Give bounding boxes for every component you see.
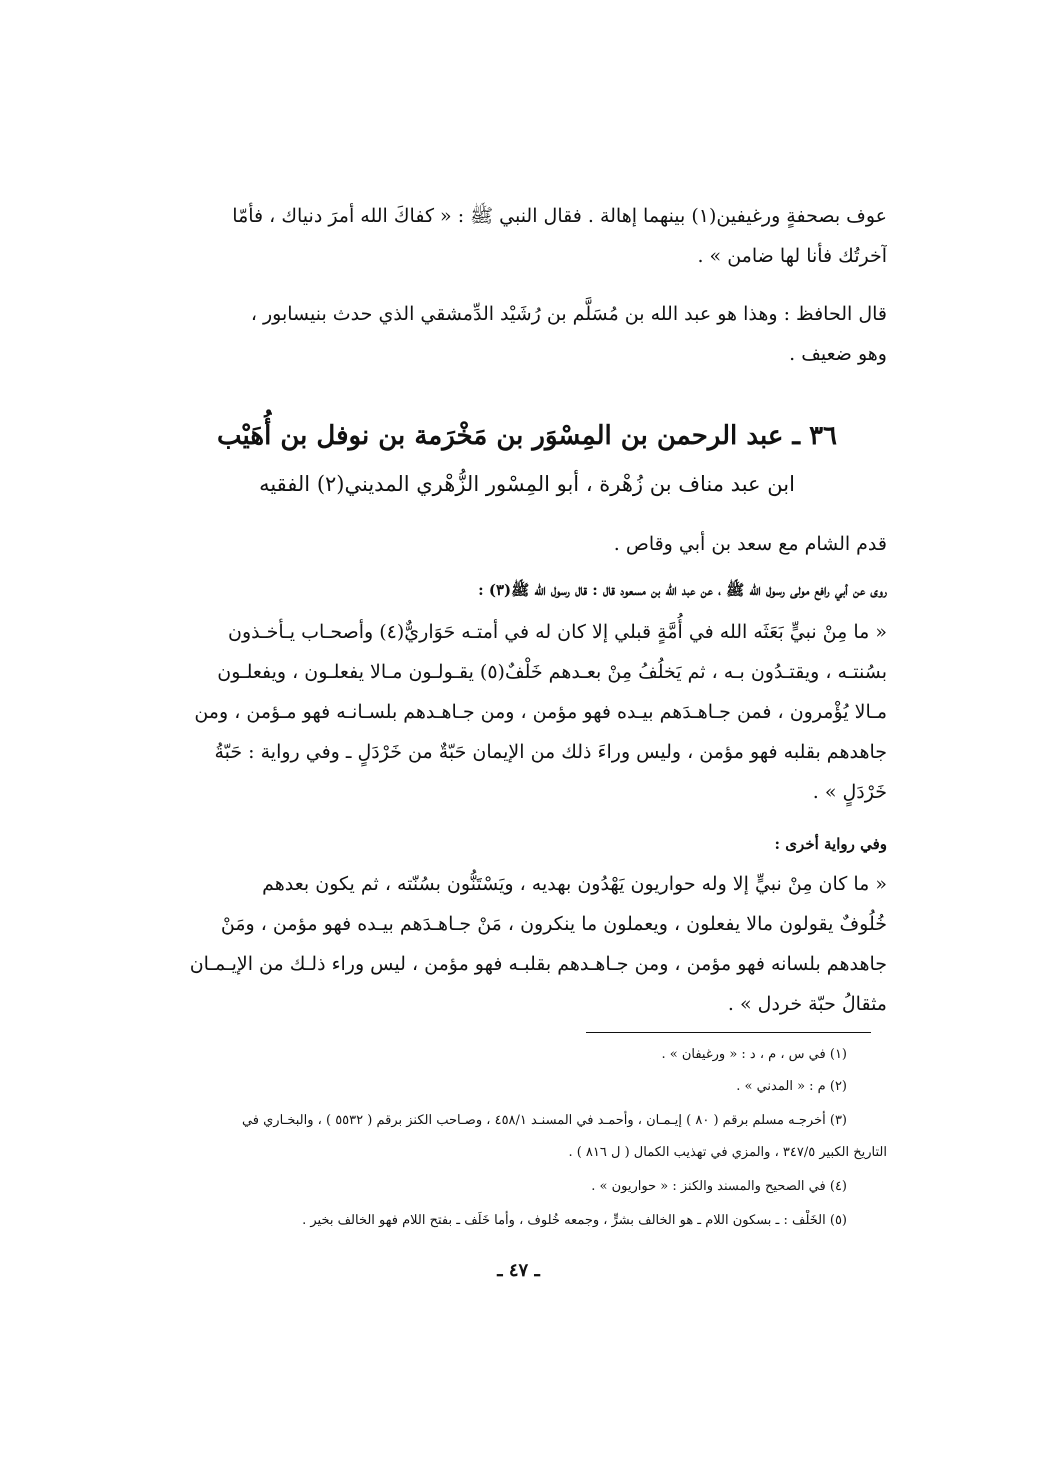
riwaya-line-4: مثقالُ حبّة خردل » .	[727, 993, 887, 1015]
intro-line-1: عوف بصحفةٍ ورغيفين(١) بينهما إهالة . فقال النبي ﷺ : « كفاكَ الله أمرَ دنياك ، فأمّا	[232, 205, 887, 227]
entry-subtitle: ابن عبد مناف بن زُهْرة ، أبو المِسْور الزُّهْري المديني(٢) الفقيه	[259, 472, 795, 496]
footnote-1: (١) في س ، م ، د : « ورغيفان » .	[661, 1047, 847, 1062]
footnote-4: (٤) في الصحيح والمسند والكنز : « حواريون » .	[591, 1179, 847, 1194]
hadith-line-1: « ما مِنْ نبيٍّ بَعَثَه الله في أُمَّةٍ قبلي إلا كان له في أمتـه حَوَاريٌّ(٤) وأصحـاب يـأخـذون	[228, 621, 887, 643]
page-number: ـ ٤٧ ـ	[497, 1260, 540, 1281]
other-riwaya-label: وفي رواية أخرى :	[774, 835, 887, 853]
entry-intro: قدم الشام مع سعد بن أبي وقاص .	[613, 533, 887, 555]
footnote-5: (٥) الخَلْف : ـ بسكون اللام ـ هو الخالف بشرٍّ ، وجمعه خُلوف ، وأما خَلَف ـ بفتح اللام فهو الخالف بخير .	[302, 1213, 847, 1228]
isnad-line: روى عن أبي رافع مولى رسول الله ﷺ ، عن عبد الله بن مسعود قال : قال رسول الله ﷺ(٣) :	[478, 581, 887, 599]
hadith-line-2: بسُنتـه ، ويقتـدُون بـه ، ثم يَخلُفُ مِنْ بعـدهم خَلْفٌ(٥) يقـولـون مـالا يفعلـون ، ويفعلـون	[217, 661, 887, 683]
riwaya-line-3: جاهدهم بلسانه فهو مؤمن ، ومن جـاهـدهم بقلبـه فهو مؤمن ، ليس وراء ذلـك من الإيـمـان	[189, 953, 887, 975]
hadith-line-3: مـالا يُؤْمرون ، فمن جـاهـدَهم بيـده فهو مؤمن ، ومن جـاهـدهم بلسـانـه فهو مـؤمن ، ومن	[194, 701, 887, 723]
hafiz-line-1: قال الحافظ : وهذا هو عبد الله بن مُسَلَّم بن رُشَيْد الدِّمشقي الذي حدث بنيسابور ،	[250, 303, 887, 325]
hadith-line-5: خَرْدَلٍ » .	[812, 781, 887, 803]
hafiz-line-2: وهو ضعيف .	[789, 343, 887, 365]
footnote-separator	[586, 1032, 871, 1033]
footnote-2: (٢) م : « المدني » .	[736, 1079, 847, 1094]
entry-title: ٣٦ ـ عبد الرحمن بن المِسْوَر بن مَخْرَمة بن نوفل بن أُهَيْب	[216, 421, 837, 451]
footnote-3-line-2: التاريخ الكبير ٣٤٧/٥ ، والمزي في تهذيب الكمال ( ل ٨١٦ ) .	[568, 1145, 887, 1160]
riwaya-line-2: خُلُوفٌ يقولون مالا يفعلون ، ويعملون ما ينكرون ، مَنْ جـاهـدَهم بيـده فهو مؤمن ، ومَنْ	[220, 913, 887, 935]
hadith-line-4: جاهدهم بقلبه فهو مؤمن ، وليس وراءَ ذلك من الإيمان حَبّةٌ من خَرْدَلٍ ـ وفي رواية : حَبّةُ	[214, 741, 887, 763]
riwaya-line-1: « ما كان مِنْ نبيٍّ إلا وله حواريون يَهْدُون بهديه ، ويَسْتَنُّون بسُنّته ، ثم يكون بعدهم	[262, 873, 887, 895]
footnote-3-line-1: (٣) أخرجـه مسلم برقم ( ٨٠ ) إيـمـان ، وأحمـد في المسنـد ٤٥٨/١ ، وصـاحب الكنز برقم ( ٥٥٣٢ ) ، والبخـاري في	[241, 1113, 847, 1128]
intro-line-2: آخرتُك فأنا لها ضامن » .	[697, 245, 887, 267]
